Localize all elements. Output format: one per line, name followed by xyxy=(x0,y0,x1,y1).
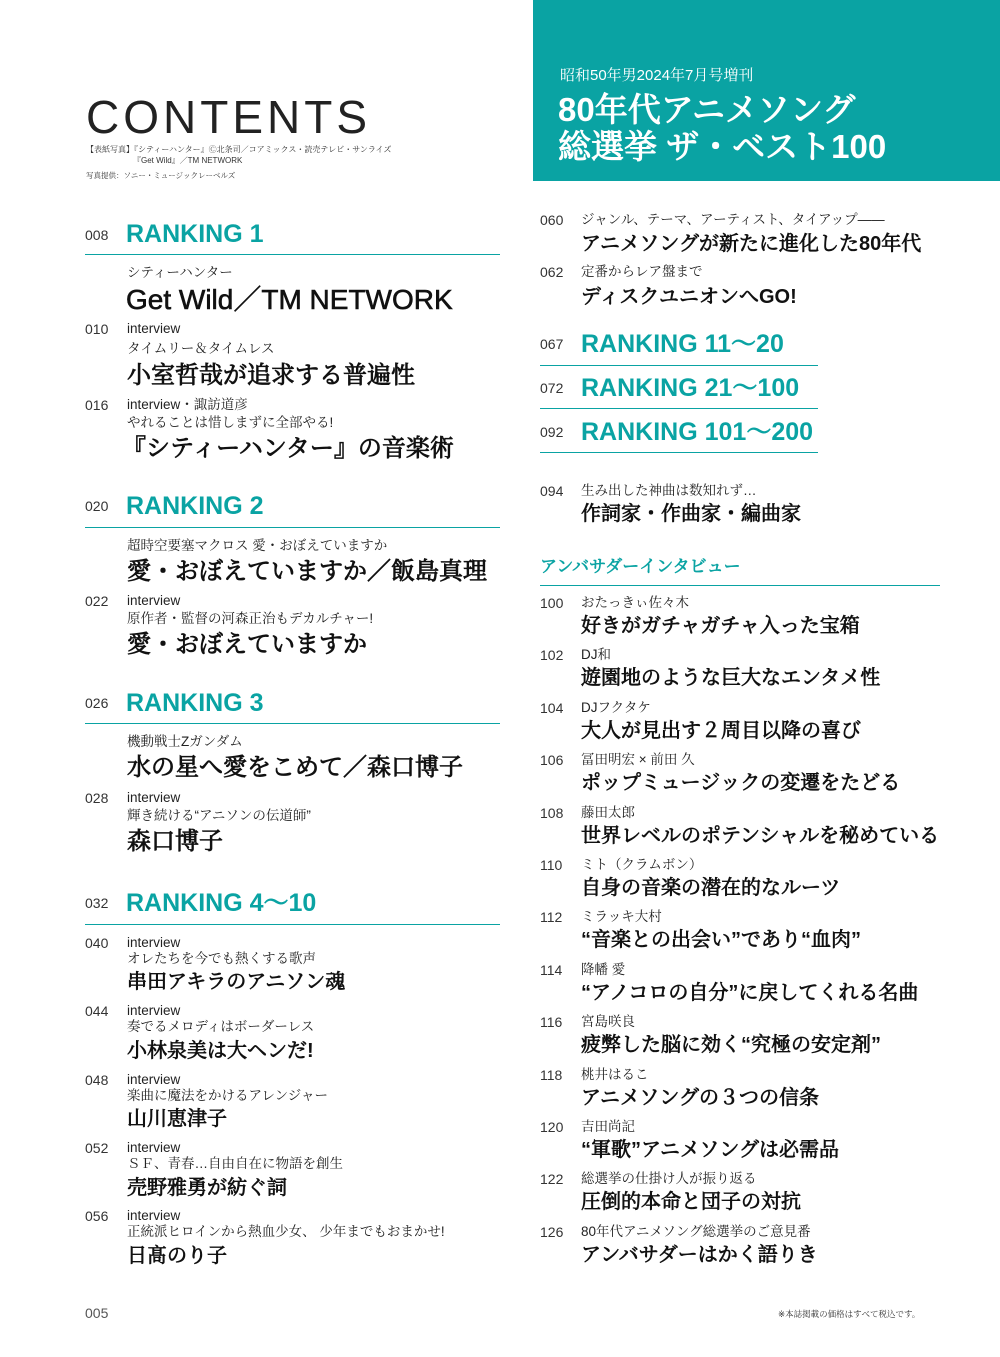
entry-title[interactable]: “アノコロの自分”に戻してくれる名曲 xyxy=(581,981,919,1004)
page-number: 026 xyxy=(85,695,109,711)
entry-title[interactable]: アンバサダーはかく語りき xyxy=(581,1243,818,1266)
entry-tag: interview xyxy=(127,1208,181,1223)
entry-sub: ＳＦ、青春…自由自在に物語を創生 xyxy=(127,1156,343,1171)
page-number: 028 xyxy=(85,790,109,806)
entry-sub: ジャンル、テーマ、アーティスト、タイアップ―― xyxy=(581,212,885,227)
entry-tag: interview xyxy=(127,1072,181,1087)
entry-title[interactable]: 疲弊した脳に効く“究極の安定剤” xyxy=(581,1034,881,1057)
page-number: 016 xyxy=(85,397,109,413)
entry-title[interactable]: 世界レベルのポテンシャルを秘めている xyxy=(581,824,940,847)
divider xyxy=(85,254,500,255)
entry-sub: シティーハンター xyxy=(127,265,233,280)
page-number: 110 xyxy=(540,857,563,873)
entry-title[interactable]: 『シティーハンター』の音楽術 xyxy=(122,435,454,462)
entry-title[interactable]: 水の星へ愛をこめて／森口博子 xyxy=(127,754,463,781)
page-number: 104 xyxy=(540,699,564,716)
entry-title[interactable]: アニメソングの３つの信条 xyxy=(581,1086,819,1109)
banner-title-1: 80年代アニメソング xyxy=(558,91,856,128)
divider xyxy=(85,924,500,925)
page-number: 067 xyxy=(540,336,564,352)
page-number: 056 xyxy=(85,1208,109,1224)
entry-sub: 総選挙の仕掛け人が振り返る xyxy=(581,1171,757,1187)
cover-credit: 【表紙写真】『シティーハンター』Ⓒ北条司／コアミックス・読売テレビ・サンライズ xyxy=(86,145,392,154)
page-number: 062 xyxy=(540,264,564,280)
page-number: 122 xyxy=(540,1171,564,1188)
page-number: 106 xyxy=(540,752,564,769)
entry-title[interactable]: 森口博子 xyxy=(127,828,223,855)
entry-sub: ミラッキ大村 xyxy=(581,909,662,925)
issue-banner xyxy=(533,0,1000,181)
banner-title-2: 総選挙 ザ・ベスト100 xyxy=(558,128,887,165)
entry-title[interactable]: 遊園地のような巨大なエンタメ性 xyxy=(581,667,881,690)
divider xyxy=(540,452,818,453)
entry-tag: interview xyxy=(127,790,181,805)
page-number: 008 xyxy=(85,227,109,243)
ranking-heading[interactable]: RANKING 2 xyxy=(126,492,264,520)
entry-sub: 80年代アニメソング総選挙のご意見番 xyxy=(581,1223,811,1239)
page-number: 120 xyxy=(540,1119,564,1135)
entry-sub: 桃井はるこ xyxy=(581,1066,649,1082)
page-number: 010 xyxy=(85,321,109,337)
entry-title[interactable]: アニメソングが新たに進化した80年代 xyxy=(581,233,922,255)
divider xyxy=(540,408,818,409)
entry-sub: 機動戦士Zガンダム xyxy=(127,734,243,749)
entry-sub: 輝き続ける“アニソンの伝道師” xyxy=(127,808,311,823)
entry-tag: interview xyxy=(127,1003,181,1018)
entry-title[interactable]: 作詞家・作曲家・編曲家 xyxy=(581,503,801,525)
entry-title[interactable]: 愛・おぼえていますか／飯島真理 xyxy=(127,558,487,585)
entry-title[interactable]: 圧倒的本命と団子の対抗 xyxy=(581,1191,801,1214)
tax-note: ※本誌掲載の価格はすべて税込です。 xyxy=(778,1309,921,1319)
entry-sub: 冨田明宏 × 前田 久 xyxy=(581,752,695,768)
page-number: 040 xyxy=(85,935,109,951)
entry-title[interactable]: 日髙のり子 xyxy=(127,1245,227,1267)
entry-sub: 降幡 愛 xyxy=(581,961,626,977)
entry-title[interactable]: “音楽との出会い”であり“血肉” xyxy=(581,929,861,952)
entry-title[interactable]: 大人が見出す２周目以降の喜び xyxy=(581,719,861,742)
page-number: 100 xyxy=(540,595,564,611)
photo-credit: 写真提供：ソニー・ミュージックレーベルズ xyxy=(86,171,236,180)
page-number: 022 xyxy=(85,593,109,609)
entry-title[interactable]: 自身の音楽の潜在的なルーツ xyxy=(581,877,841,899)
entry-title[interactable]: 山川恵津子 xyxy=(127,1108,227,1130)
entry-sub: 楽曲に魔法をかけるアレンジャー xyxy=(127,1088,329,1103)
page-number: 108 xyxy=(540,804,564,821)
ranking-heading[interactable]: RANKING 21～100 xyxy=(581,374,800,402)
page-number: 126 xyxy=(540,1223,564,1240)
page-number: 118 xyxy=(540,1066,563,1083)
entry-title[interactable]: ポップミュージックの変遷をたどる xyxy=(581,772,901,795)
entry-tag: interview xyxy=(127,593,181,608)
page-number: 102 xyxy=(540,647,564,664)
entry-title[interactable]: “軍歌”アニメソングは必需品 xyxy=(581,1139,839,1161)
entry-title[interactable]: ディスクユニオンへGO! xyxy=(581,286,797,308)
entry-title[interactable]: 愛・おぼえていますか xyxy=(127,631,367,658)
entry-title[interactable]: 好きがガチャガチャ入った宝箱 xyxy=(581,615,860,637)
ranking-heading[interactable]: RANKING 1 xyxy=(126,220,264,248)
entry-title[interactable]: Get Wild／TM NETWORK xyxy=(126,284,453,315)
ranking-heading[interactable]: RANKING 101～200 xyxy=(581,418,814,446)
entry-title[interactable]: 売野雅勇が紡ぐ詞 xyxy=(127,1177,287,1199)
page-number: 052 xyxy=(85,1140,109,1156)
entry-title[interactable]: 串田アキラのアニソン魂 xyxy=(127,971,346,993)
entry-sub: ミト（クラムボン） xyxy=(581,857,703,872)
entry-sub: DJ和 xyxy=(581,647,611,663)
issue-label: 昭和50年男2024年7月号増刊 xyxy=(560,67,754,84)
page-number: 048 xyxy=(85,1072,109,1088)
entry-sub: 藤田太郎 xyxy=(581,804,635,820)
entry-tag: interview・諏訪道彦 xyxy=(127,397,248,412)
entry-sub: タイムリー＆タイムレス xyxy=(127,341,275,356)
entry-sub: やれることは惜しまずに全部やる! xyxy=(127,415,334,430)
page-number: 114 xyxy=(540,961,563,978)
page-number: 020 xyxy=(85,498,109,514)
page-number: 092 xyxy=(540,424,564,440)
page-number: 032 xyxy=(85,895,109,911)
entry-title[interactable]: 小林泉美は大ヘンだ! xyxy=(127,1040,314,1062)
entry-tag: interview xyxy=(127,935,181,950)
entry-sub: 正統派ヒロインから熱血少女、 少年までもおまかせ! xyxy=(127,1224,445,1239)
page-number: 112 xyxy=(540,909,563,926)
entry-sub: 宮島咲良 xyxy=(581,1014,635,1030)
entry-tag: interview xyxy=(127,321,181,336)
cover-credit-2: 『Get Wild』／TM NETWORK xyxy=(133,156,243,165)
divider xyxy=(85,527,500,528)
entry-tag: interview xyxy=(127,1140,181,1155)
page-number: 060 xyxy=(540,212,564,228)
entry-sub: おたっきぃ佐々木 xyxy=(581,595,689,610)
page-number: 094 xyxy=(540,483,564,499)
entry-sub: DJフクタケ xyxy=(581,699,651,715)
ranking-heading[interactable]: RANKING 3 xyxy=(126,689,264,717)
page-number: 116 xyxy=(540,1014,563,1031)
divider xyxy=(540,365,818,366)
entry-sub: 奏でるメロディはボーダーレス xyxy=(127,1019,315,1034)
ranking-heading[interactable]: RANKING 11～20 xyxy=(581,330,784,358)
ranking-heading[interactable]: RANKING 4～10 xyxy=(126,889,317,917)
entry-sub: 定番からレア盤まで xyxy=(581,264,703,279)
entry-sub: 生み出した神曲は数知れず… xyxy=(581,483,757,498)
page-number-footer: 005 xyxy=(85,1305,109,1321)
page-number: 044 xyxy=(85,1003,109,1019)
divider xyxy=(85,723,500,724)
entry-title[interactable]: 小室哲哉が追求する普遍性 xyxy=(127,362,415,389)
entry-sub: 原作者・監督の河森正治もデカルチャー! xyxy=(127,611,374,626)
page-title: CONTENTS xyxy=(86,91,371,143)
entry-sub: 吉田尚記 xyxy=(581,1119,635,1134)
entry-sub: 超時空要塞マクロス 愛・おぼえていますか xyxy=(127,538,388,553)
section-heading: アンバサダーインタビュー xyxy=(540,557,741,576)
entry-sub: オレたちを今でも熱くする歌声 xyxy=(127,951,316,966)
divider xyxy=(540,585,940,586)
page-number: 072 xyxy=(540,380,564,396)
